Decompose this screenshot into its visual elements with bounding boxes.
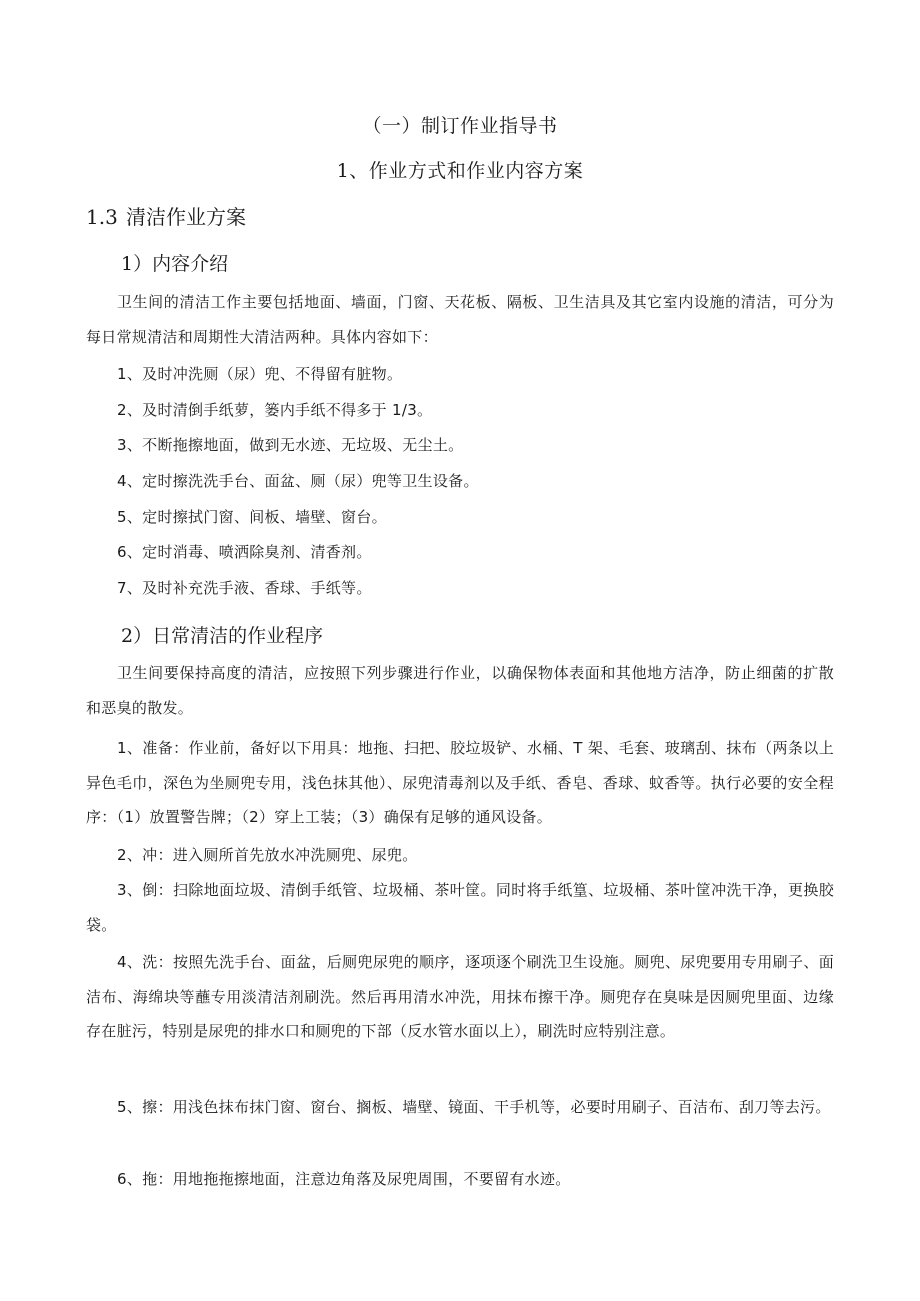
content-list-item: 1、及时冲洗厕（尿）兜、不得留有脏物。 (117, 365, 403, 383)
daily-procedure-heading: 2）日常清洁的作业程序 (121, 625, 324, 647)
procedure-step: 4、洗：按照先洗手台、面盆，后厕兜尿兜的顺序，逐项逐个刷洗卫生设施。厕兜、尿兜要用专用刷子、面洁布、海绵块等蘸专用淡清洁剂刷洗。然后再用清水冲洗，用抹布擦干净。厕兜存在臭味是因厕兜里面、边缘存在脏污，特别是尿兜的排水口和厕兜的下部（反水管水面以上），刷洗时应特别注意。 (86, 953, 834, 1040)
daily-procedure-intro: 卫生间要保持高度的清洁，应按照下列步骤进行作业，以确保物体表面和其他地方洁净，防止细菌的扩散和恶臭的散发。 (86, 664, 834, 717)
content-list-item: 5、定时擦拭门窗、间板、墙壁、窗台。 (117, 508, 387, 526)
content-list-item: 3、不断拖擦地面，做到无水迹、无垃圾、无尘土。 (117, 436, 464, 454)
section-number: 1.3 (86, 205, 118, 229)
procedure-step: 2、冲：进入厕所首先放水冲洗厕兜、尿兜。 (117, 846, 418, 864)
procedure-step: 3、倒：扫除地面垃圾、清倒手纸管、垃圾桶、茶叶筐。同时将手纸篁、垃圾桶、茶叶筐冲洗干净，更换胶袋。 (86, 881, 834, 934)
content-list-item: 2、及时清倒手纸萝，篓内手纸不得多于 1/3。 (117, 401, 433, 419)
content-intro-paragraph: 卫生间的清洁工作主要包括地面、墙面，门窗、天花板、隔板、卫生洁具及其它室内设施的清洁，可分为每日常规清洁和周期性大清洁两种。具体内容如下： (86, 293, 834, 346)
document-subtitle: 1、作业方式和作业内容方案 (336, 160, 584, 182)
section-title: 清洁作业方案 (126, 205, 246, 229)
procedure-step: 1、准备：作业前，备好以下用具：地拖、扫把、胶垃圾铲、水桶、T 架、毛套、玻璃刮、抹布（两条以上异色毛巾，深色为坐厕兜专用，浅色抹其他）、尿兜清毒剂以及手纸、香皂、香球、蚊香等。执行必要的安全程序：（1）放置警告牌；（2）穿上工装；（3）确保有足够的通风设备。 (86, 739, 834, 826)
content-list-item: 7、及时补充洗手液、香球、手纸等。 (117, 579, 372, 597)
content-list-item: 4、定时擦洗洗手台、面盆、厕（尿）兜等卫生设备。 (117, 472, 479, 490)
content-list-item: 6、定时消毒、喷洒除臭剂、清香剂。 (117, 543, 372, 561)
section-heading (86, 203, 246, 231)
procedure-step: 6、拖：用地拖拖擦地面，注意边角落及尿兜周围，不要留有水迹。 (117, 1170, 571, 1188)
content-intro-heading: 1）内容介绍 (121, 253, 229, 275)
procedure-step: 5、擦：用浅色抹布抹门窗、窗台、搁板、墙壁、镜面、干手机等，必要时用刷子、百洁布、刮刀等去污。 (117, 1098, 831, 1116)
document-title: （一）制订作业指导书 (362, 115, 558, 137)
